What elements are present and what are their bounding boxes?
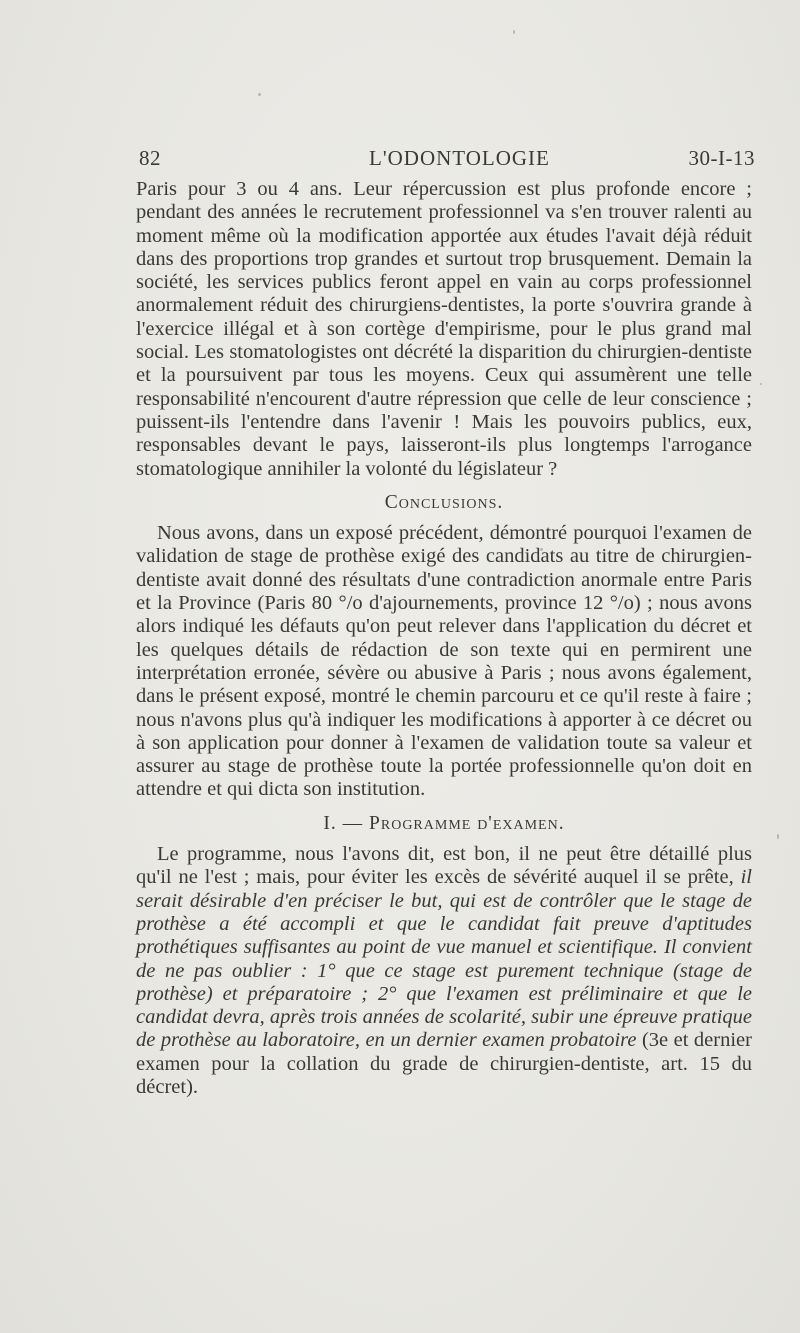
issue-date: 30-I-13 bbox=[688, 146, 755, 170]
programme-text-italic: il serait désirable d'en préciser le but, qui est de contrôler que le stage de prothèse a été accompli et que le candidat fait preuve d'aptitudes prothétiques suffisantes au point de vue manuel et scientifique. Il convient de ne pas oublier : 1° que ce stage est purement technique (stage de prothèse) et préparatoire ; 2° que l'examen est préliminaire et que le candidat devra, après trois années de scolarité, subir une épreuve pratique de prothèse au laboratoire, en un dernier examen probatoire bbox=[136, 866, 752, 1052]
section-heading-programme: I. — Programme d'examen. bbox=[323, 812, 565, 834]
page-number: 82 bbox=[139, 146, 161, 170]
journal-title: L'ODONTOLOGIE bbox=[369, 146, 550, 170]
paper-speck bbox=[760, 383, 762, 385]
programme-text-start: Le programme, nous l'avons dit, est bon, il ne peut être détaillé plus qu'il ne l'est ; mais, pour éviter les excès de sévérité auquel il se prête, bbox=[136, 843, 752, 889]
section-heading-conclusions: Conclusions. bbox=[384, 491, 504, 513]
paragraph-continuation: Paris pour 3 ou 4 ans. Leur répercussion est plus profonde encore ; pendant des années le recrutement professionnel va s'en trouver ralenti au moment même où la modification apportée aux études l'avait déjà réduit dans des proportions trop grandes et surtout trop brusquement. Demain la société, les services publics feront appel en vain au corps professionnel anormalement réduit des chirurgiens-dentistes, la porte s'ouvrira grande à l'exercice illégal et à son cortège d'empirisme, pour le plus grand mal social. Les stomatologistes ont décrété la disparition du chirurgien-dentiste et la poursuivent par tous les moyens. Ceux qui assumèrent une telle responsabilité n'encourent d'autre répression que celle de leur conscience ; puissent-ils l'entendre dans l'avenir ! Mais les pouvoirs publics, eux, responsables devant le pays, laisseront-ils plus longtemps l'arrogance stomatologique annihiler la volonté du législateur ? bbox=[136, 178, 752, 480]
running-header bbox=[139, 146, 755, 176]
paragraph-programme bbox=[136, 843, 752, 1099]
programme-text-end: (3e et dernier examen pour la collation du grade de chirurgien-dentiste, art. 15 du décret). bbox=[136, 1029, 752, 1098]
paper-speck bbox=[540, 548, 543, 551]
article-body bbox=[136, 178, 752, 1099]
paragraph-conclusions: Nous avons, dans un exposé précédent, démontré pourquoi l'examen de validation de stage de prothèse exigé des candidats au titre de chirurgien-dentiste avait donné des résultats d'une contradiction anormale entre Paris et la Province (Paris 80 °/o d'ajournements, province 12 °/o) ; nous avons alors indiqué les défauts qu'on peut relever dans l'application du décret et les quelques détails de rédaction de son texte qui en permirent une interprétation erronée, sévère ou abusive à Paris ; nous avons également, dans le présent exposé, montré le chemin parcouru et ce qu'il reste à faire ; nous n'avons plus qu'à indiquer les modifications à apporter à ce décret ou à son application pour donner à l'examen de validation toute sa valeur et assurer au stage de prothèse toute la portée professionnelle qu'on doit en attendre et qui dicta son institution. bbox=[136, 522, 752, 801]
paper-speck bbox=[513, 30, 515, 34]
paper-speck bbox=[777, 834, 779, 839]
paper-speck bbox=[258, 93, 261, 96]
